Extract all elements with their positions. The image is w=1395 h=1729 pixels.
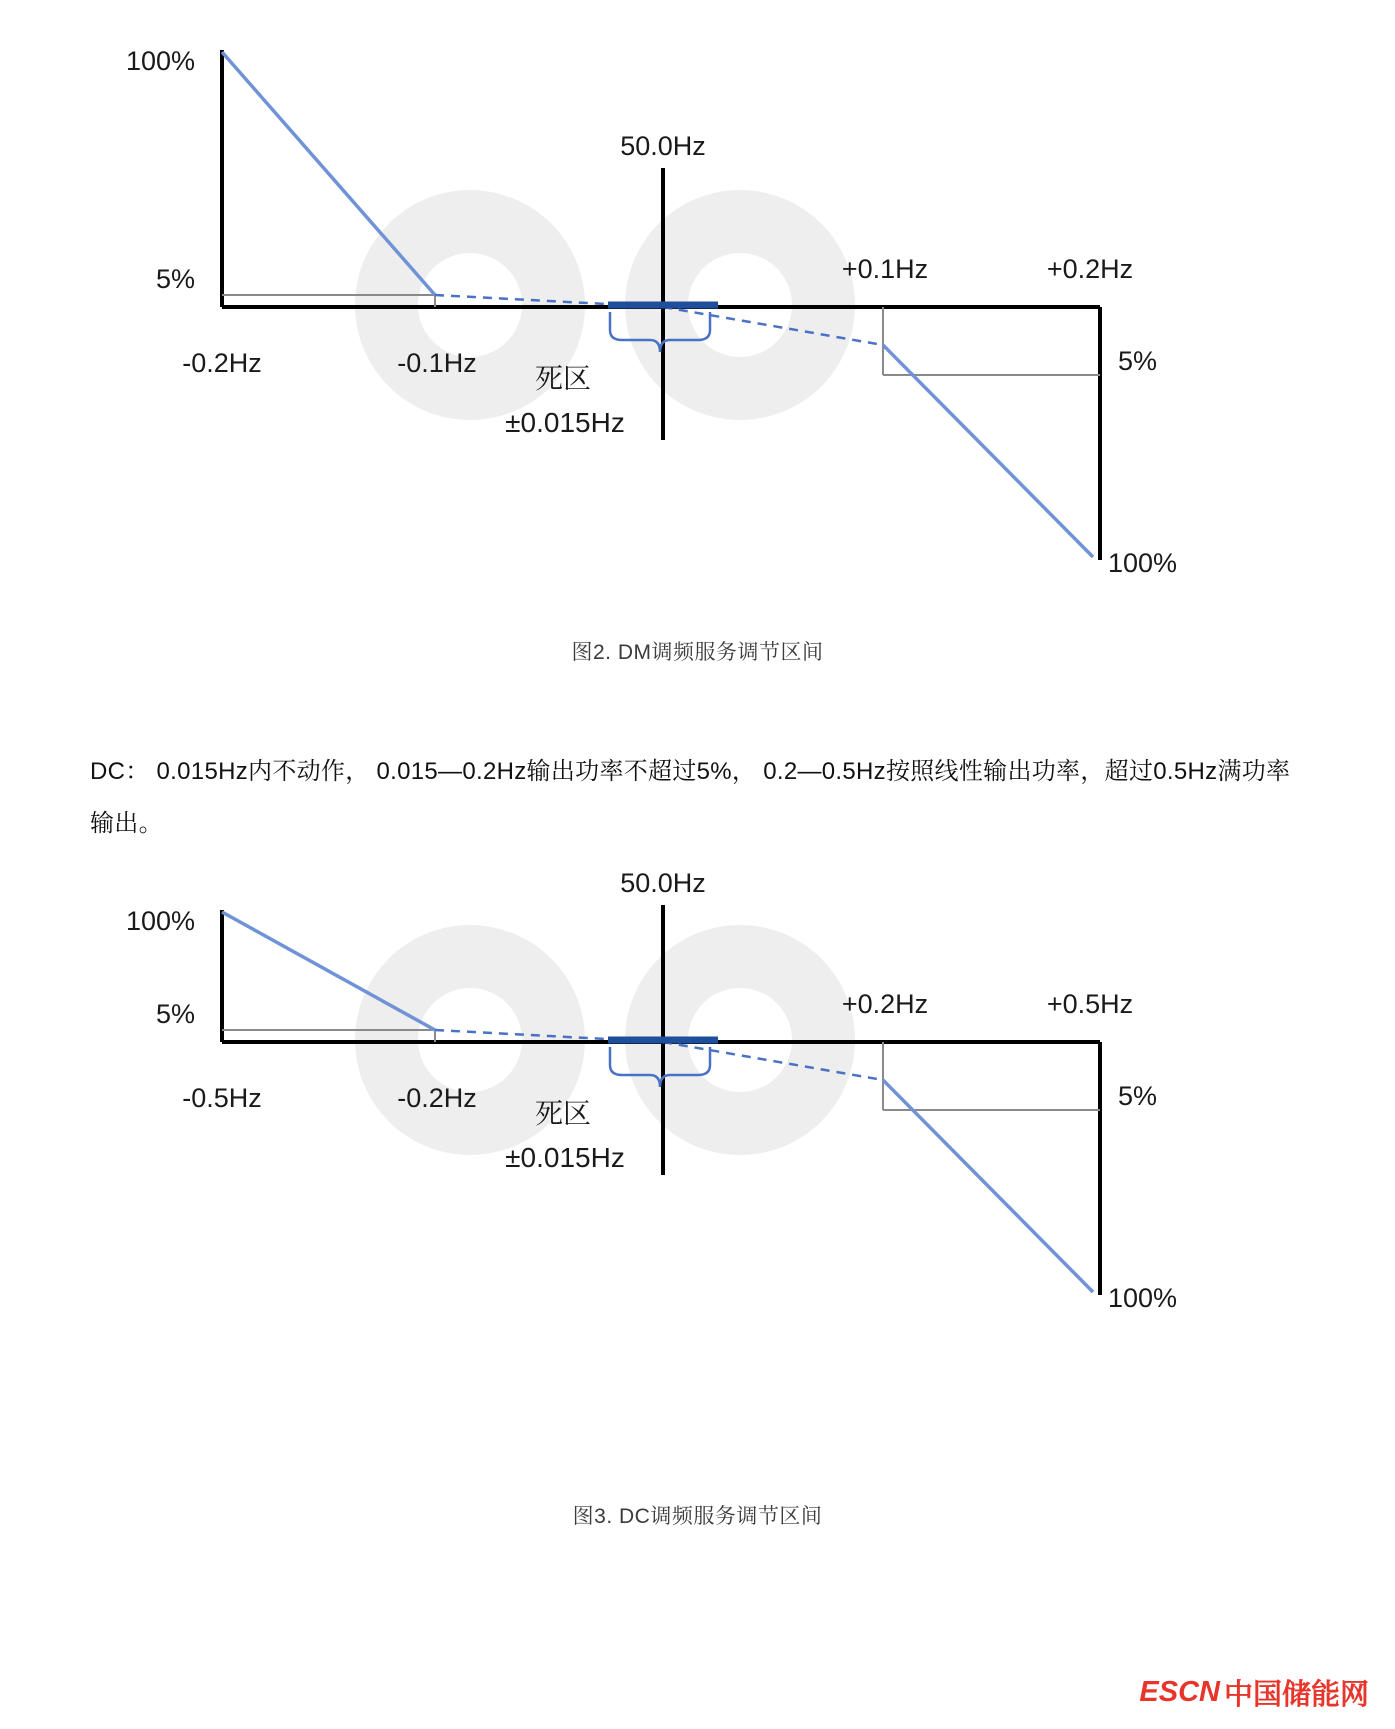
watermark [1139,1672,1369,1713]
label-right-inner: +0.1Hz [841,254,929,284]
label-right-outer: +0.5Hz [1046,989,1134,1019]
curve-left-segment [222,52,435,295]
label-left-outer: -0.5Hz [182,1083,262,1113]
chart-dc [0,870,1395,1510]
watermark-escn: ESCN [1139,1676,1220,1708]
label-deadband-value: ±0.015Hz [505,407,625,438]
label-right-5pct: 5% [1118,1081,1158,1111]
label-right-outer: +0.2Hz [1046,254,1134,284]
figure-caption-dm: 图2. DM调频服务调节区间 [571,641,824,664]
label-deadband: 死区 [534,1098,592,1129]
label-left-5pct: 5% [155,264,195,294]
label-deadband: 死区 [534,363,592,394]
label-center-frequency: 50.0Hz [620,870,706,898]
label-bottom-right-pct: 100% [1108,548,1178,578]
label-top-left-pct: 100% [125,906,195,936]
paragraph-dc-description: DC： 0.015Hz内不动作， 0.015—0.2Hz输出功率不超过5%， 0.2—0.5Hz按照线性输出功率，超过0.5Hz满功率输出。 [90,758,1291,837]
label-right-inner: +0.2Hz [841,989,929,1019]
figure-caption-dc: 图3. DC调频服务调节区间 [572,1505,823,1528]
label-top-left-pct: 100% [125,46,195,76]
label-left-outer: -0.2Hz [182,348,262,378]
watermark-cn: 中国储能网 [1223,1679,1369,1711]
chart-dm [0,0,1395,650]
label-left-inner: -0.2Hz [397,1083,477,1113]
label-right-5pct: 5% [1118,346,1158,376]
figure-block-dc [0,870,1395,1530]
label-left-5pct: 5% [155,999,195,1029]
label-left-inner: -0.1Hz [397,348,477,378]
label-deadband-value: ±0.015Hz [505,1142,625,1173]
figure-block-dm [0,0,1395,666]
curve-right-segment [883,345,1093,557]
label-center-frequency: 50.0Hz [620,131,706,161]
label-bottom-right-pct: 100% [1108,1283,1178,1313]
curve-right-segment [883,1080,1093,1292]
